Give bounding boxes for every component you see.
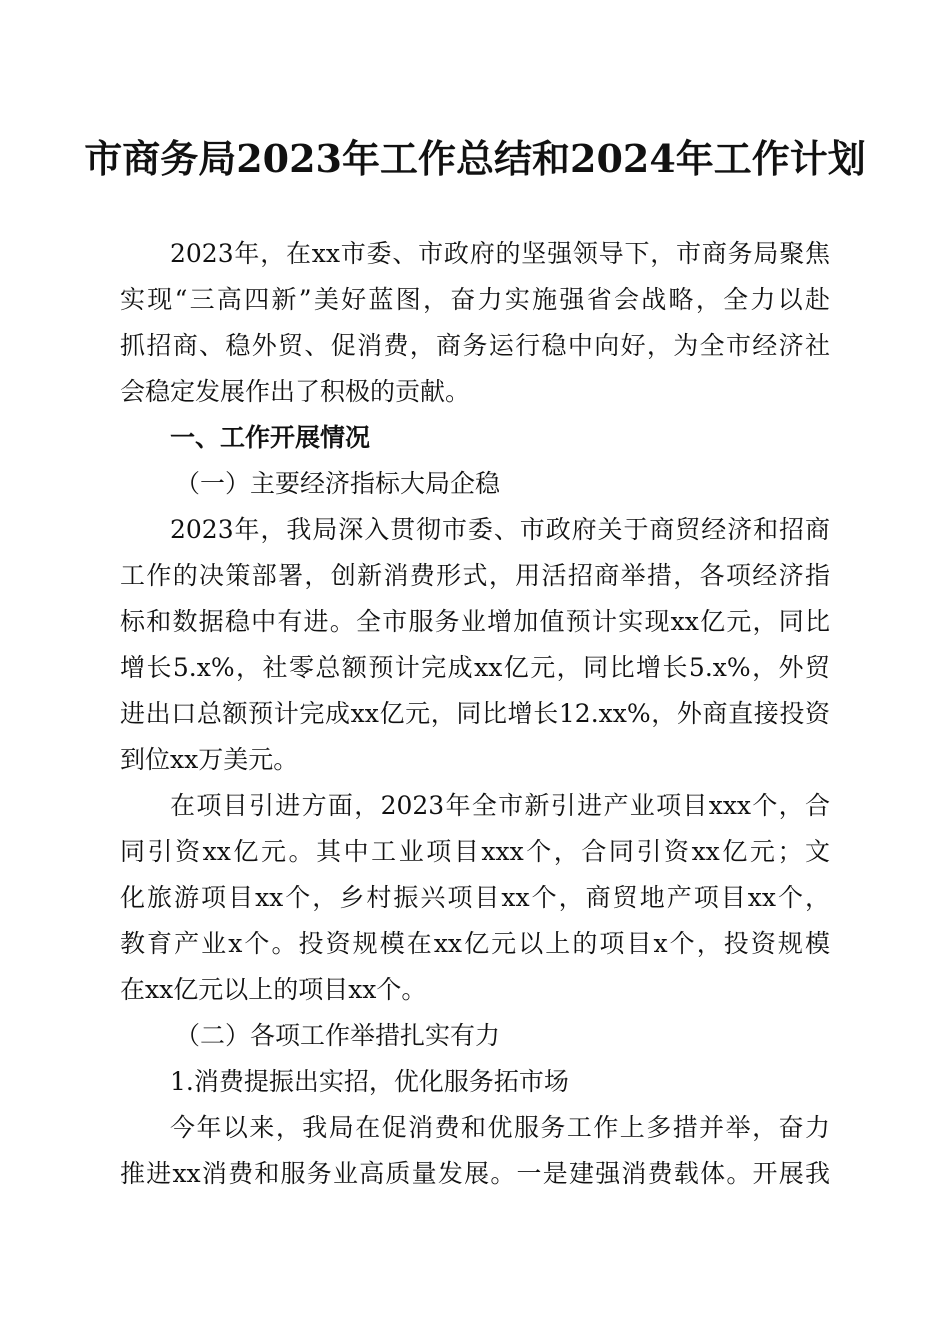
item-heading: 1.消费提振出实招，优化服务拓市场: [170, 1067, 569, 1096]
paragraph-line: 同引资xx亿元。其中工业项目xxx个，合同引资xx亿元；文: [120, 837, 830, 866]
paragraph-line: 标和数据稳中有进。全市服务业增加值预计实现xx亿元，同比: [120, 607, 830, 636]
paragraph-line: 到位xx万美元。: [120, 745, 299, 774]
intro-line: 实现“三高四新”美好蓝图，奋力实施强省会战略，全力以赴: [120, 285, 830, 314]
paragraph-line: 2023年，我局深入贯彻市委、市政府关于商贸经济和招商: [170, 515, 830, 544]
subsection-heading: （一）主要经济指标大局企稳: [175, 469, 501, 498]
paragraph-line: 在xx亿元以上的项目xx个。: [120, 975, 427, 1004]
paragraph-line: 推进xx消费和服务业高质量发展。一是建强消费载体。开展我: [120, 1159, 830, 1188]
intro-line: 2023年，在xx市委、市政府的坚强领导下，市商务局聚焦: [170, 239, 830, 268]
paragraph-line: 工作的决策部署，创新消费形式，用活招商举措，各项经济指: [120, 561, 830, 590]
paragraph-line: 今年以来，我局在促消费和优服务工作上多措并举，奋力: [170, 1113, 830, 1142]
intro-line: 会稳定发展作出了积极的贡献。: [120, 377, 471, 406]
paragraph-line: 化旅游项目xx个，乡村振兴项目xx个，商贸地产项目xx个，: [120, 883, 830, 912]
paragraph-line: 在项目引进方面，2023年全市新引进产业项目xxx个，合: [170, 791, 830, 820]
intro-line: 抓招商、稳外贸、促消费，商务运行稳中向好，为全市经济社: [120, 331, 830, 360]
paragraph-line: 增长5.x%，社零总额预计完成xx亿元，同比增长5.x%，外贸: [120, 653, 830, 682]
section-heading: 一、工作开展情况: [170, 423, 371, 452]
subsection-heading: （二）各项工作举措扎实有力: [175, 1021, 501, 1050]
document-title: 市商务局2023年工作总结和2024年工作计划: [84, 136, 866, 181]
paragraph-line: 进出口总额预计完成xx亿元，同比增长12.xx%，外商直接投资: [120, 699, 830, 728]
paragraph-line: 教育产业x个。投资规模在xx亿元以上的项目x个，投资规模: [120, 929, 830, 958]
